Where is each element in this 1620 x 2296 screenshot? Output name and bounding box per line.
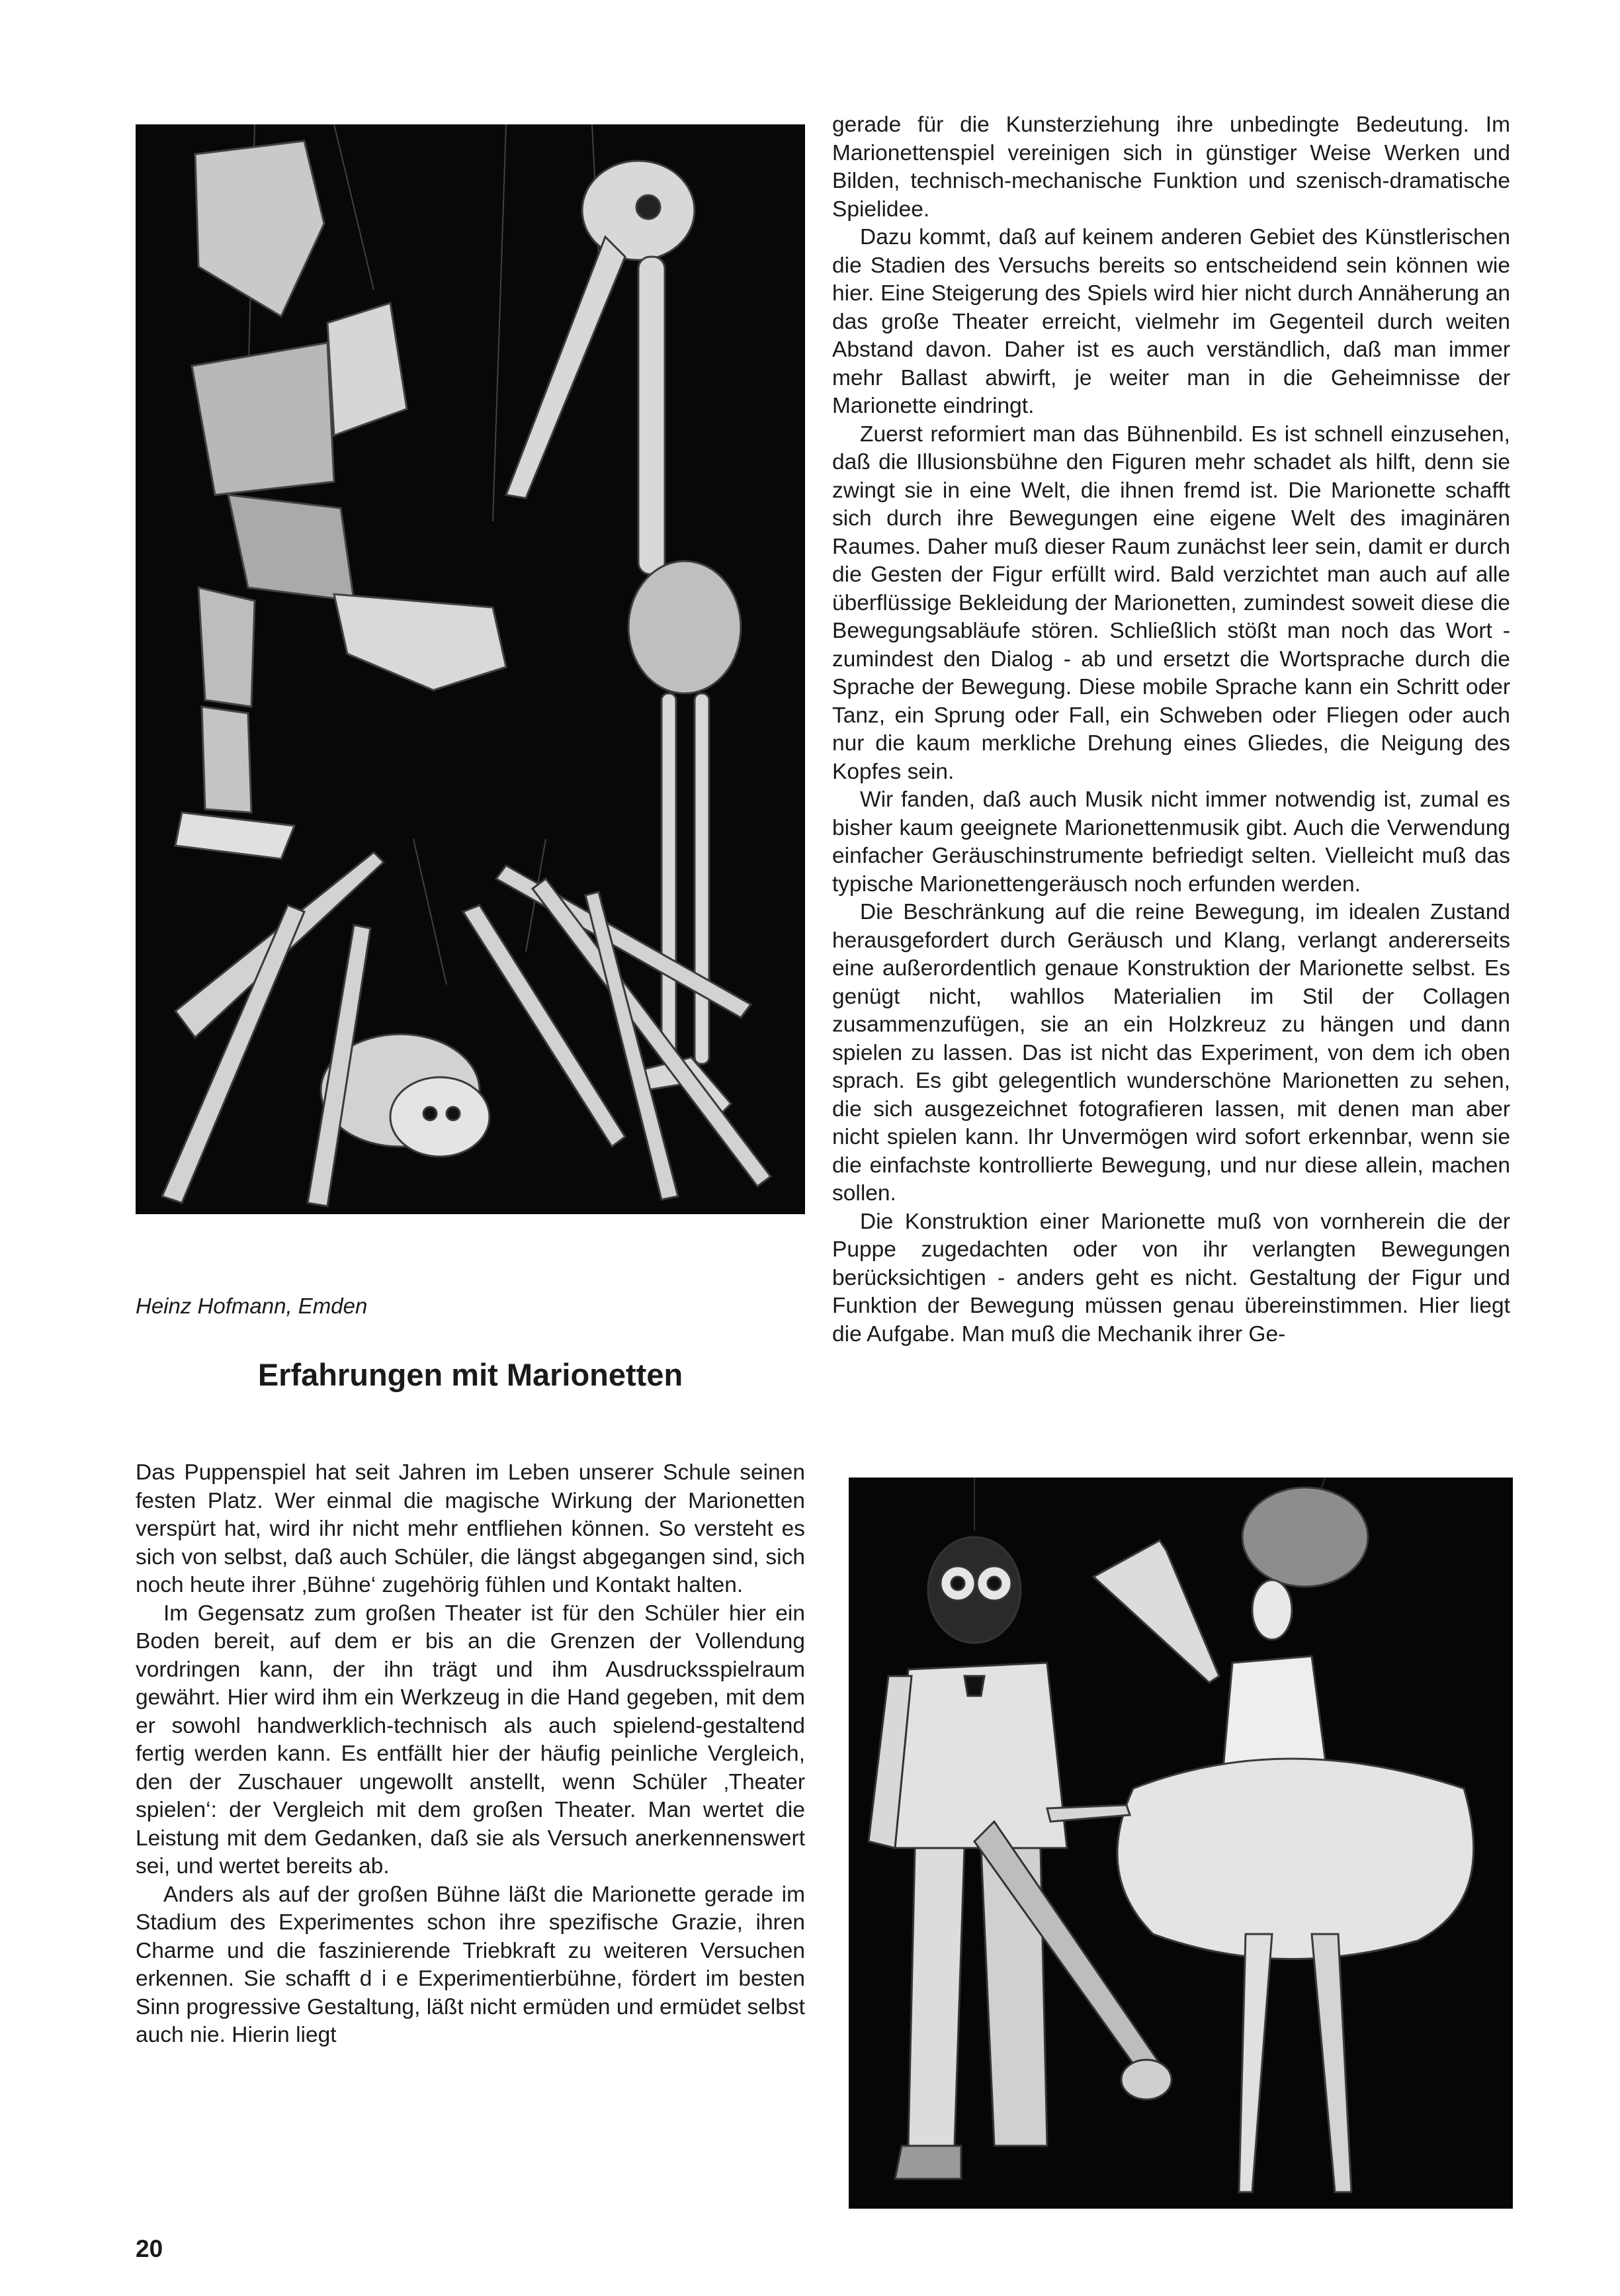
author-byline: Heinz Hofmann, Emden xyxy=(136,1294,368,1318)
marionette-photo-top xyxy=(136,124,805,1214)
paragraph: gerade für die Kunsterziehung ihre unbedingte Bedeutung. Im Marionettenspiel vereinigen sich in günstiger Weise Werken und Bilden, technisch-mechanische Funktion und szenisch-dramatische Spielidee. xyxy=(832,112,1510,222)
paragraph: Die Beschränkung auf die reine Bewegung, im idealen Zustand herausgefordert durch Geräusch und Klang, verlangt andererseits eine außerordentlich genaue Konstruktion der Marionette selbst. Es genügt nicht, wahllos Materialien im Stil der Collagen zusammenzufügen, sie an ein Holzkreuz zu hängen und dann spielen zu lassen. Das ist nicht das Experiment, von dem ich oben sprach. Es gibt gelegentlich wunderschöne Marionetten zu sehen, die sich ausgezeichnet fotografieren lassen, mit denen man aber nicht spielen kann. Ihr Unvermögen wird sofort erkennbar, wenn sie die einfachste kontrollierte Bewegung, und nur diese allein, machen sollen. xyxy=(832,900,1510,1206)
marionette-photo-icon xyxy=(849,1478,1513,2209)
paragraph: Wir fanden, daß auch Musik nicht immer notwendig ist, zumal es bisher kaum geeignete Marionettenmusik gibt. Auch die Verwendung einfacher Geräuschinstrumente befriedigt selten. Vielleicht muß das typische Marionettengeräusch noch erfunden werden. xyxy=(832,787,1510,897)
article-title: Erfahrungen mit Marionetten xyxy=(257,1357,683,1392)
page-number: 20 xyxy=(136,2235,163,2262)
paragraph: Dazu kommt, daß auf keinem anderen Gebiet des Künstlerischen die Stadien des Versuchs bereits so entscheidend sein können wie hier. Eine Steigerung des Spiels wird hier nicht durch Annäherung an das große Theater erreicht, vielmehr im Gegenteil durch weiten Abstand davon. Daher ist es auch verständlich, daß man immer mehr Ballast abwirft, je weiter man in die Geheimnisse der Marionette eindringt. xyxy=(832,225,1510,418)
marionette-photo-bottom xyxy=(849,1478,1513,2209)
paragraph: Die Konstruktion einer Marionette muß von vornherein die der Puppe zugedachten oder von ihr verlangten Bewegungen berücksichtigen - anders geht es nicht. Gestaltung der Figur und Funktion der Bewegung müssen genau übereinstimmen. Hier liegt die Aufgabe. Man muß die Mechanik ihrer Ge- xyxy=(832,1209,1510,1347)
paragraph: Anders als auf der großen Bühne läßt die Marionette gerade im Stadium des Experimentes schon ihre spezifische Grazie, ihren Charme und die faszinierende Triebkraft zu weiteren Versuchen erkennen. Sie schafft d i e Experimentierbühne, fördert im besten Sinn progressive Gestaltung, läßt nicht ermüden und ermüdet selbst auch nie. Hierin liegt xyxy=(136,1882,805,2047)
right-column xyxy=(832,111,1510,1348)
left-column xyxy=(136,1459,805,2050)
paragraph: Im Gegensatz zum großen Theater ist für den Schüler hier ein Boden bereit, auf dem er bis an die Grenzen der Vollendung vordringen kann, der ihn trägt und ihm Ausdrucksspielraum gewährt. Hier wird ihm ein Werkzeug in die Hand gegeben, mit dem er sowohl handwerklich-technisch als auch spielend-gestaltend fertig werden kann. Es entfällt hier der häufig peinliche Vergleich, den der Zuschauer ungewollt anstellt, wenn Schüler ‚Theater spielen‘: der Vergleich mit dem großen Theater. Man wertet die Leistung mit dem Gedanken, daß sie als Versuch anerkennenswert sei, und wertet bereits ab. xyxy=(136,1601,805,1878)
marionette-photo-icon xyxy=(136,124,805,1214)
paragraph: Zuerst reformiert man das Bühnenbild. Es ist schnell einzusehen, daß die Illusionsbühne den Figuren mehr schadet als hilft, denn sie zwingt sie in eine Welt, die ihnen fremd ist. Die Marionette schafft sich durch ihre Bewegungen eine eigene Welt des imaginären Raumes. Daher muß dieser Raum zunächst leer sein, damit er durch die Gesten der Figur erfüllt wird. Bald verzichtet man auch auf alle überflüssige Bekleidung der Marionetten, zumindest soweit diese die Bewegungsabläufe stören. Schließlich stößt man noch das Wort - zumindest den Dialog - ab und ersetzt die Wortsprache durch die Sprache der Bewegung. Diese mobile Sprache kann ein Schritt oder Tanz, ein Sprung oder Fall, ein Schweben oder Fliegen oder auch nur die kaum merkliche Drehung eines Gliedes, die Neigung des Kopfes sein. xyxy=(832,421,1510,784)
paragraph: Das Puppenspiel hat seit Jahren im Leben unserer Schule seinen festen Platz. Wer einmal die magische Wirkung der Marionetten verspürt hat, wird ihr nicht mehr entfliehen können. So versteht es sich von selbst, daß auch Schüler, die längst abgegangen sind, sich noch heute ihrer ‚Bühne‘ zugehörig fühlen und Kontakt halten. xyxy=(136,1460,805,1597)
